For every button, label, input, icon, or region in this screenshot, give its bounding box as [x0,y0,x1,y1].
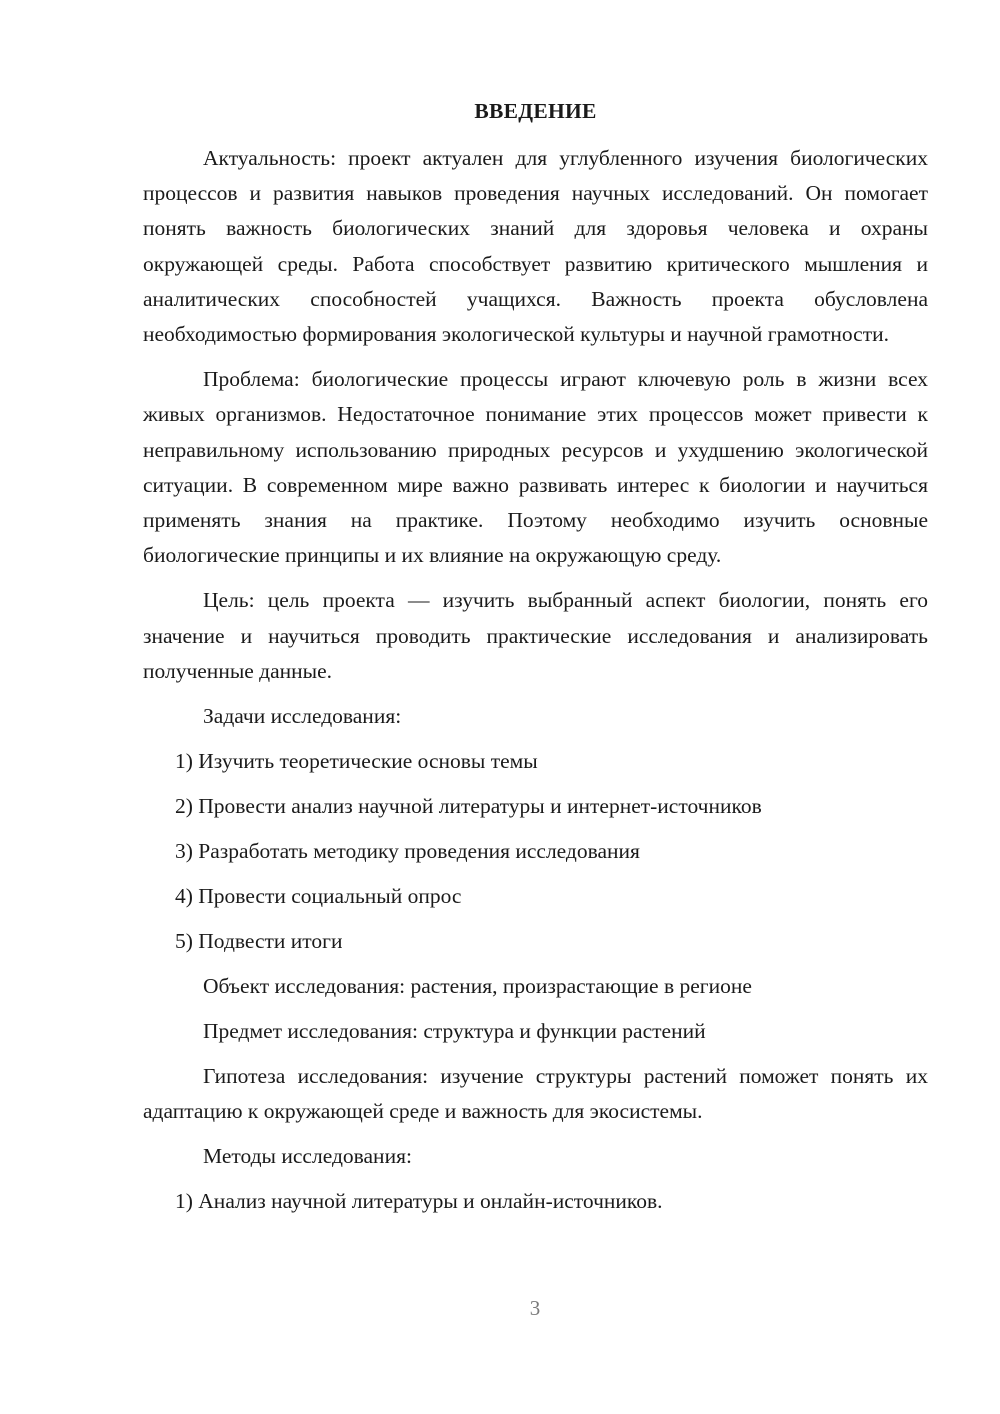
task-item-2: 2) Провести анализ научной литературы и интернет-источников [175,794,762,819]
page-title: ВВЕДЕНИЕ [474,99,597,123]
goal-paragraph: Цель: цель проекта — изучить выбранный аспект биологии, понять его значение и научиться проводить практические исследования и анализировать полученные данные. [143,588,928,683]
document-page [143,94,928,1229]
hypothesis-paragraph: Гипотеза исследования: изучение структуры растений поможет понять их адаптацию к окружающей среде и важность для экосистемы. [143,1064,928,1124]
task-item-5: 5) Подвести итоги [175,929,343,954]
task-item-4: 4) Провести социальный опрос [175,884,462,909]
relevance-paragraph: Актуальность: проект актуален для углубленного изучения биологических процессов и развития навыков проведения научных исследований. Он помогает понять важность биологических знаний для здоровья человека и охраны окружающей среды. Работа способствует развитию критического мышления и аналитических способностей учащихся. Важность проекта обусловлена необходимостью формирования экологической культуры и научной грамотности. [143,146,928,347]
page-number: 3 [529,1296,541,1320]
research-object: Объект исследования: растения, произрастающие в регионе [203,974,752,999]
task-item-1: 1) Изучить теоретические основы темы [175,749,538,774]
research-subject: Предмет исследования: структура и функции растений [203,1019,706,1044]
problem-paragraph: Проблема: биологические процессы играют ключевую роль в жизни всех живых организмов. Недостаточное понимание этих процессов может привести к неправильному использованию природных ресурсов и ухудшению экологической ситуации. В современном мире важно развивать интерес к биологии и научиться применять знания на практике. Поэтому необходимо изучить основные биологические принципы и их влияние на окружающую среду. [143,367,928,568]
tasks-heading: Задачи исследования: [203,704,402,729]
method-item-1: 1) Анализ научной литературы и онлайн-источников. [175,1189,663,1214]
task-item-3: 3) Разработать методику проведения исследования [175,839,640,864]
methods-heading: Методы исследования: [203,1144,412,1169]
